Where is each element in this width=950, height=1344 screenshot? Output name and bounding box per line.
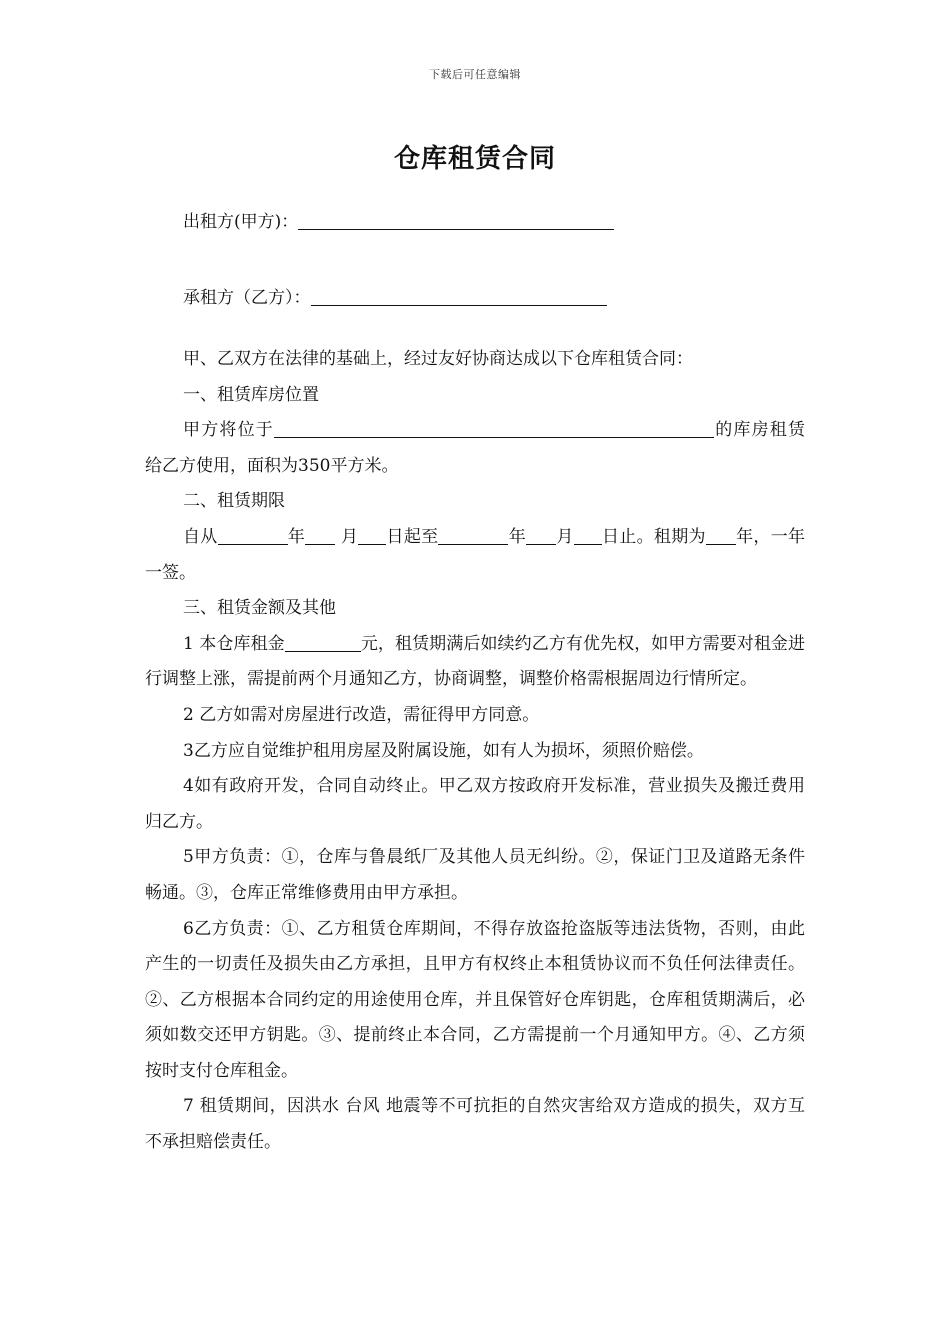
- term-year2: 年: [508, 526, 527, 547]
- start-year-blank: [218, 526, 288, 545]
- clause-3: 3乙方应自觉维护租用房屋及附属设施，如有人为损坏，须照价赔偿。: [183, 740, 704, 761]
- intro-paragraph: 甲、乙双方在法律的基础上，经过友好协商达成以下仓库租赁合同：: [183, 349, 693, 369]
- location-blank: [274, 419, 714, 438]
- clause-1: [145, 627, 805, 698]
- end-year-blank: [438, 526, 508, 545]
- header-note: 下载后可任意编辑: [429, 68, 521, 81]
- term-year1: 年: [287, 526, 306, 547]
- lessor-blank: [298, 211, 614, 230]
- section1-heading: 一、租赁库房位置: [183, 384, 319, 405]
- lessor-line: [183, 207, 614, 232]
- contract-body: [145, 342, 805, 1161]
- rent-amount-blank: [285, 633, 361, 652]
- term-from: 自从: [183, 526, 218, 547]
- lessee-line: [183, 283, 607, 308]
- lessee-blank: [311, 287, 607, 306]
- section1-paragraph: [145, 413, 805, 484]
- clause1-text-after: 元，租赁期满后如续约乙方有优先权，如甲方需要对租金进行调整上涨，需提前两个月通知乙方，协商调整，调整价格需根据周边行情所定。: [145, 633, 805, 690]
- start-day-blank: [358, 526, 386, 545]
- clause-4: 4如有政府开发，合同自动终止。甲乙双方按政府开发标准，营业损失及搬迁费用归乙方。: [145, 776, 805, 832]
- lessee-label: 承租方（乙方）：: [183, 288, 311, 308]
- section2-paragraph: [145, 520, 805, 591]
- section3-heading: 三、租赁金额及其他: [183, 598, 336, 619]
- section1-text-before: 甲方将位于: [183, 420, 274, 441]
- end-month-blank: [526, 526, 556, 545]
- term-day-start: 日起至: [386, 526, 439, 547]
- clause1-text-before: 1 本仓库租金: [183, 633, 285, 654]
- end-day-blank: [574, 526, 602, 545]
- clause-5: 5甲方负责：①，仓库与鲁晨纸厂及其他人员无纠纷。②，保证门卫及道路无条件畅通。③，仓库正常维修费用由甲方承担。: [145, 847, 805, 903]
- section2-heading: 二、租赁期限: [183, 491, 285, 512]
- term-month1: 月: [340, 526, 359, 547]
- clause-7: 7 租赁期间，因洪水 台风 地震等不可抗拒的自然灾害给双方造成的损失，双方互不承担赔偿责任。: [145, 1096, 805, 1153]
- term-month2: 月: [556, 526, 574, 547]
- lessor-label: 出租方(甲方)：: [183, 212, 299, 232]
- start-month-blank: [305, 526, 335, 545]
- document-title: 仓库租赁合同: [393, 144, 556, 174]
- clause-2: 2 乙方如需对房屋进行改造，需征得甲方同意。: [183, 704, 540, 725]
- term-day-end: 日止。租期为: [601, 526, 706, 547]
- term-years-blank: [706, 526, 736, 545]
- term-year-term: 年，一年一签。: [145, 526, 806, 583]
- clause-6: 6乙方负责：①、乙方租赁仓库期间，不得存放盗抢盗版等违法货物，否则，由此产生的一切责任及损失由乙方承担，且甲方有权终止本租赁协议而不负任何法律责任。 ②、乙方根据本合同约定的用途使用仓库，并且保管好仓库钥匙，仓库租赁期满后，必须如数交还甲方钥匙。③、提前终止本合同，乙方需提前一个月通知甲方。④、乙方须按时支付仓库租金。: [145, 918, 805, 1081]
- section1-text-after: 的库房租赁给乙方使用，面积为350平方米。: [145, 420, 805, 476]
